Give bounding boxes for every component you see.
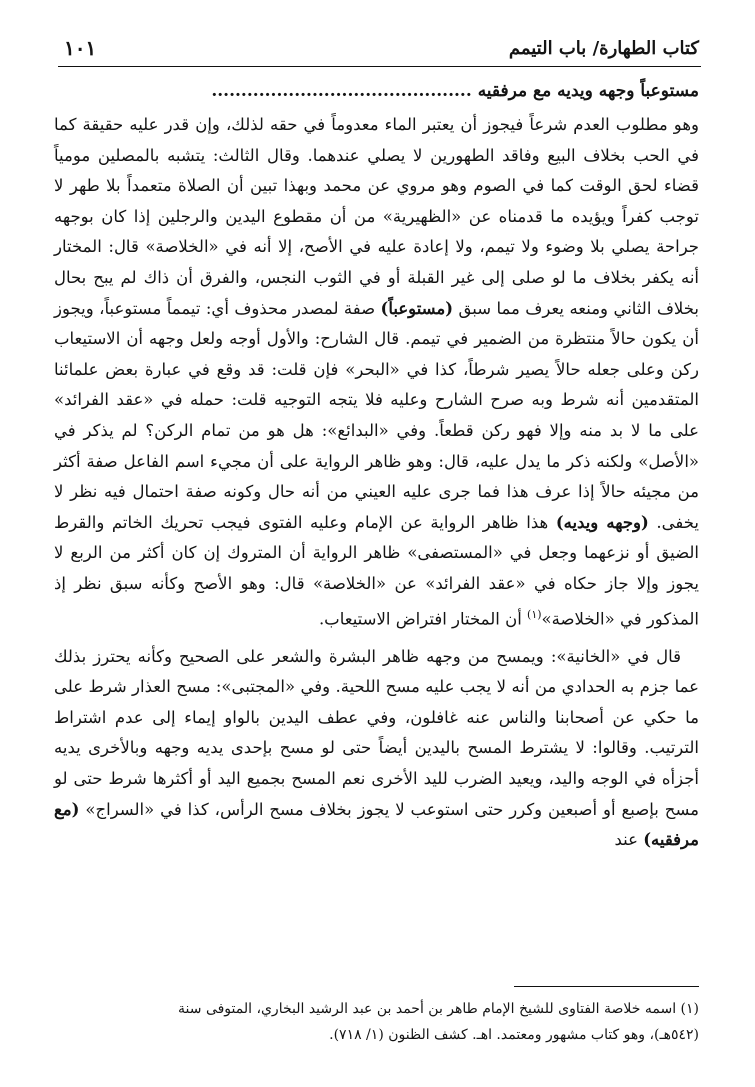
paragraph-2-segment-2: عند	[614, 830, 638, 850]
footnote-line-2: (٥٤٢هـ)، وهو كتاب مشهور ومعتمد. اهـ. كشف الظنون (١/ ٧١٨).	[329, 1027, 699, 1043]
book-chapter-title: كتاب الطهارة/ باب التيمم	[508, 37, 699, 59]
matn-quote-maa-mirfaqayhi: (مع مرفقيه)	[54, 799, 699, 850]
paragraph-2	[54, 642, 699, 856]
matn-quote-wajhahu-wa-yadayhi: (وجهه ويديه)	[555, 512, 649, 532]
footnote-rule	[514, 986, 699, 987]
paragraph-1-segment-3: هذا ظاهر الرواية عن الإمام وعليه الفتوى فيجب تحريك الخاتم والقرط الضيق أو نزعهما وجعل في «المستصفى» ظاهر الرواية أن المتروك إن كان أكثر من الربع لا يجوز وإلا جاز حكاه في «عقد الفرائد» عن «الخلاصة» قال: وهو الأصح وكأنه سبق نظر إذ المذكور في «الخلاصة»	[54, 512, 699, 628]
footnote	[56, 996, 699, 1048]
matn-heading-dots: ............................................	[211, 81, 472, 101]
footnote-line-1: (١) اسمه خلاصة الفتاوى للشيخ الإمام طاهر بن أحمد بن عبد الرشيد البخاري، المتوفى سنة	[178, 1001, 699, 1017]
commentary-body	[54, 110, 699, 856]
matn-heading-text: مستوعباً وجهه ويديه مع مرفقيه	[477, 81, 699, 101]
paragraph-1-segment-4: أن المختار افتراض الاستيعاب.	[318, 609, 522, 628]
paragraph-2-segment-1: قال في «الخانية»: ويمسح من وجهه ظاهر البشرة والشعر على الصحيح وكأنه يحترز بذلك عما جزم به الحدادي من أنه لا يجب عليه مسح اللحية. وفي «المجتبى»: مسح العذار شرط على ما حكي عن أصحابنا والناس عنه غافلون، وفي عطف اليدين بالواو إيماء إلى عدم اشتراط الترتيب. وقالوا: لا يشترط المسح باليدين أيضاً حتى لو مسح بإحدى يديه وجهه وبالأخرى يديه أجزأه في الوجه واليد، ويعيد الضرب لليد الأخرى نعم المسح بجميع اليد أو أكثرها شرط حتى لو مسح بإصبع أو أصبعين وكرر حتى استوعب لا يجوز بخلاف مسح الرأس، كذا في «السراج»	[54, 646, 700, 819]
matn-quote-mustawiban: (مستوعباً)	[380, 298, 454, 318]
header-rule	[58, 66, 701, 67]
running-header	[64, 34, 699, 62]
paragraph-1-segment-1: وهو مطلوب العدم شرعاً فيجوز أن يعتبر الماء معدوماً في حقه لذلك، وإن قدر عليه حقيقة كما في الحب بخلاف البيع وفاقد الطهورين لا يصلي عندهما. وقال الثالث: يتشبه بالمصلين مومياً قضاء لحق الوقت كما في الصوم وهو مروي عن محمد وبهذا تبين أن الصلاة متعمداً بلا طهر لا توجب كفراً ويؤيده ما قدمناه عن «الظهيرية» من أن مقطوع اليدين والرجلين إذا كان بوجهه جراحة يصلي بلا وضوء ولا تيمم، ولا إعادة عليه في الأصح، إلا أنه في «الخلاصة» قال: المختار أنه يكفر بخلاف ما لو صلى إلى غير القبلة أو في الثوب النجس، والفرق أن ذاك لم يبح بحال بخلاف الثاني ومنعه يعرف مما سبق	[54, 115, 700, 318]
paragraph-1-segment-2: صفة لمصدر محذوف أي: تيمماً مستوعباً، ويجوز أن يكون حالاً منتظرة من الضمير في تيمم. قال الشارح: والأول أوجه ولعل وجهه أن الاستيعاب ركن وعلى جعله حالاً يصير شرطاً، كذا في «البحر» فإن قلت: قد وقع في عبارة بعض علمائنا المتقدمين أنه شرط وبه صرح الشارح وعليه فلا يتجه التوجيه قلت: حمله في «عقد الفرائد» على ما لا بد منه وإلا فهو ركن قطعاً. وفي «البدائع»: هل هو من تمام الركن؟ لم يذكر في «الأصل» ولكنه ذكر ما يدل عليه، قال: وهو ظاهر الرواية على أن مجيء اسم الفاعل صفة أكثر من مجيئه حالاً إذا عرف هذا فما جرى عليه العيني من أنه حال وكونه صفة احتمال فيه نظر لا يخفى.	[54, 298, 699, 532]
footnote-reference: (١)	[527, 607, 542, 621]
page-number: ١٠١	[64, 36, 97, 60]
paragraph-1	[54, 110, 699, 635]
matn-heading	[58, 76, 699, 106]
